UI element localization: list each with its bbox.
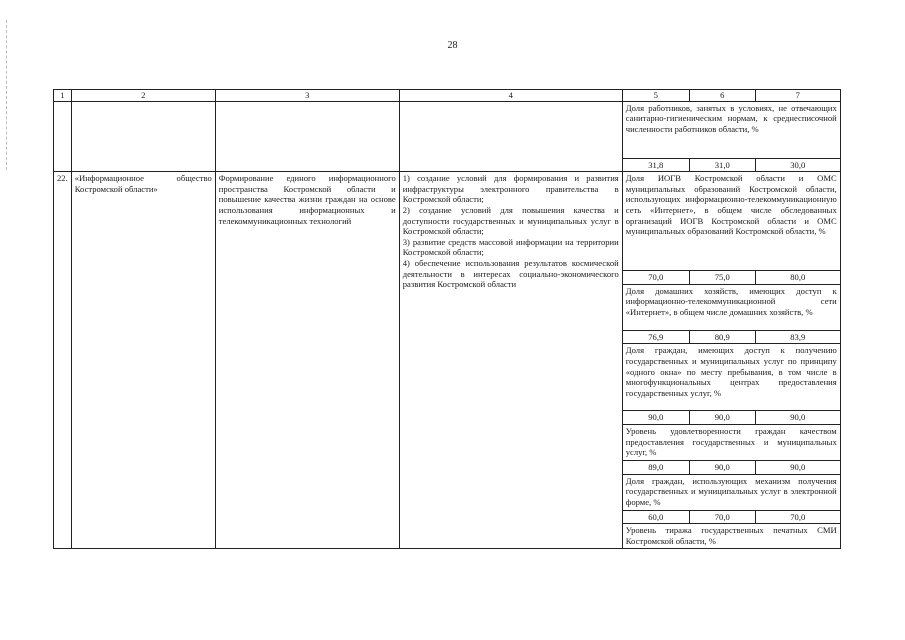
indicator-text: Доля ИОГВ Костромской области и ОМС муниципальных образований Костромской области, использующих информационно-телекоммуникационную сеть «Интернет», в общем числе обследованных организаций ИОГВ Костромской области и ОМС муниципальных образований Костромской области, %	[622, 172, 840, 271]
empty-cell	[54, 101, 72, 172]
indicator-text: Уровень удовлетворенности граждан качеством предоставления государственных и муниципальных услуг, %	[622, 424, 840, 460]
indicator-text: Уровень тиража государственных печатных СМИ Костромской области, %	[622, 524, 840, 549]
indicator-value: 80,0	[755, 271, 840, 285]
indicator-value: 89,0	[622, 460, 689, 474]
indicator-value: 30,0	[755, 158, 840, 172]
indicator-value: 90,0	[689, 460, 755, 474]
header-cell: 6	[689, 90, 755, 102]
program-table	[53, 89, 841, 549]
header-cell: 1	[54, 90, 72, 102]
indicator-text: Доля граждан, имеющих доступ к получению государственных и муниципальных услуг по принципу «одного окна» по месту пребывания, в том числе в многофункциональных центрах предоставления государственных услуг, %	[622, 344, 840, 411]
indicator-value: 76,9	[622, 330, 689, 344]
indicator-value: 70,0	[689, 510, 755, 524]
empty-cell	[399, 101, 622, 172]
indicator-value: 83,9	[755, 330, 840, 344]
indicator-value: 90,0	[755, 411, 840, 425]
indicator-value: 31,8	[622, 158, 689, 172]
indicator-value: 90,0	[689, 411, 755, 425]
header-cell: 7	[755, 90, 840, 102]
empty-cell	[71, 101, 215, 172]
continuation-indicator-row	[54, 101, 841, 158]
header-cell: 5	[622, 90, 689, 102]
indicator-value: 60,0	[622, 510, 689, 524]
program-name: «Информационное общество Костромской области»	[71, 172, 215, 549]
program-goal: Формирование единого информационного пространства Костромской области и повышение качества жизни граждан на основе использования информационных и телекоммуникационных технологий	[215, 172, 399, 549]
indicator-value: 90,0	[755, 460, 840, 474]
indicator-value: 80,9	[689, 330, 755, 344]
indicator-text: Доля граждан, использующих механизм получения государственных и муниципальных услуг в электронной форме, %	[622, 474, 840, 510]
header-cell: 2	[71, 90, 215, 102]
program-row	[54, 172, 841, 271]
indicator-value: 31,0	[689, 158, 755, 172]
program-tasks: 1) создание условий для формирования и развития инфраструктуры электронного правительства в Костромской области; 2) создание условий для повышения качества и доступности государственных и муниципальных услуг в Костромской области; 3) развитие средств массовой информации на территории Костромской области; 4) обеспечение использования результатов космической деятельности в интересах социально-экономического развития Костромской области	[399, 172, 622, 549]
indicator-text: Доля домашних хозяйств, имеющих доступ к информационно-телекоммуникационной сети «Интернет», в общем числе домашних хозяйств, %	[622, 284, 840, 330]
page-number: 28	[447, 40, 458, 51]
indicator-value: 75,0	[689, 271, 755, 285]
empty-cell	[215, 101, 399, 172]
indicator-value: 70,0	[755, 510, 840, 524]
indicator-value: 70,0	[622, 271, 689, 285]
header-row	[54, 90, 841, 102]
program-number: 22.	[54, 172, 72, 549]
indicator-value: 90,0	[622, 411, 689, 425]
header-cell: 4	[399, 90, 622, 102]
indicator-text: Доля работников, занятых в условиях, не отвечающих санитарно-гигиеническим нормам, к среднесписочной численности работников области, %	[622, 101, 840, 158]
header-cell: 3	[215, 90, 399, 102]
